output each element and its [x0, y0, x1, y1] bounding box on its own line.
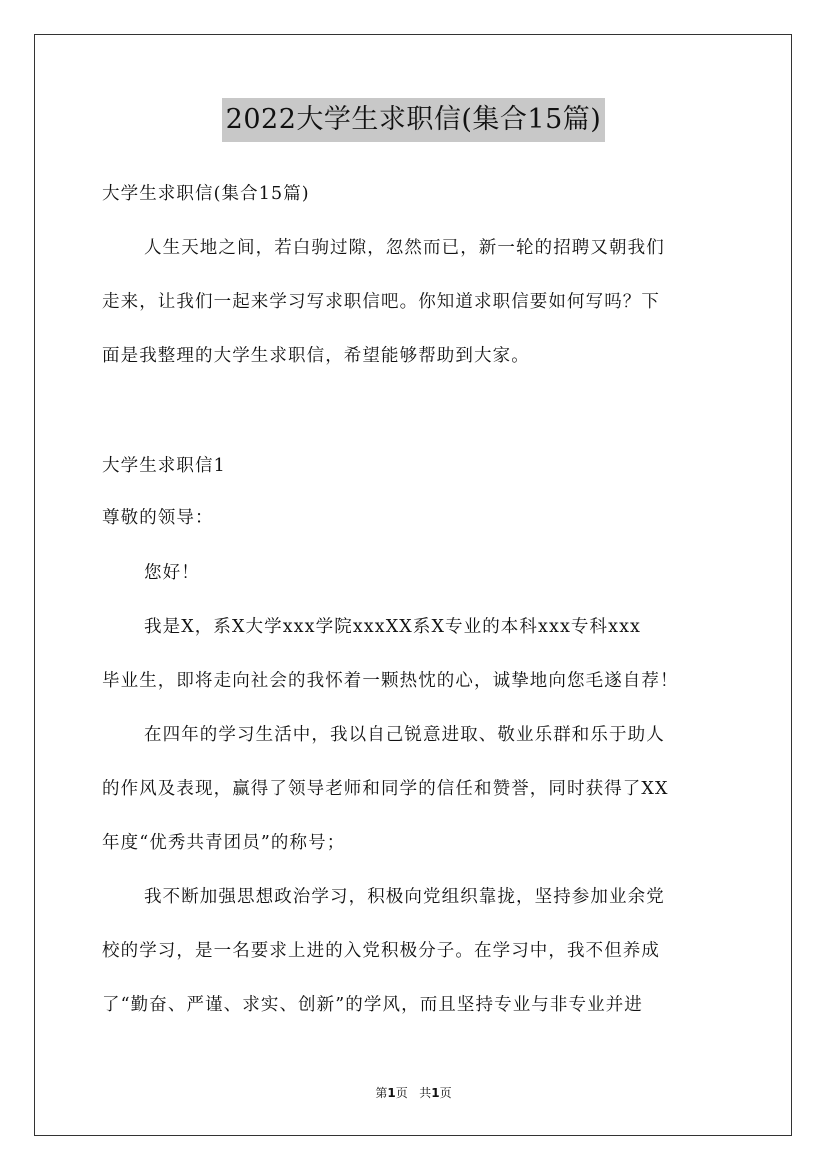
intro-line-3: 面是我整理的大学生求职信，希望能够帮助到大家。 [102, 346, 530, 366]
body-line-1: 我是X，系X大学xxx学院xxxXX系X专业的本科xxx专科xxx [144, 617, 642, 637]
body-line-5: 年度“优秀共青团员”的称号； [102, 833, 346, 853]
title-container [0, 98, 827, 142]
footer-page-number: 1 [387, 1086, 396, 1100]
document-title: 2022大学生求职信(集合15篇) [222, 98, 606, 142]
body-line-3: 在四年的学习生活中，我以自己锐意进取、敬业乐群和乐于助人 [144, 725, 665, 745]
document-subtitle: 大学生求职信(集合15篇) [102, 184, 310, 204]
body-line-8: 了“勤奋、严谨、求实、创新”的学风，而且坚持专业与非专业并进 [102, 995, 643, 1015]
page-footer [0, 1084, 827, 1101]
section-heading: 大学生求职信1 [102, 456, 226, 476]
footer-page-suffix: 页 [395, 1086, 408, 1100]
intro-line-2: 走来，让我们一起来学习写求职信吧。你知道求职信要如何写吗？下 [102, 292, 660, 312]
intro-line-1: 人生天地之间，若白驹过隙，忽然而已，新一轮的招聘又朝我们 [144, 238, 665, 258]
footer-page-prefix: 第 [375, 1086, 388, 1100]
body-line-4: 的作风及表现，赢得了领导老师和同学的信任和赞誉，同时获得了XX [102, 779, 669, 799]
footer-total-prefix: 共 [419, 1086, 432, 1100]
footer-total-suffix: 页 [439, 1086, 452, 1100]
body-line-2: 毕业生，即将走向社会的我怀着一颗热忱的心，诚挚地向您毛遂自荐！ [102, 671, 679, 691]
greeting: 您好！ [144, 563, 200, 583]
body-line-7: 校的学习，是一名要求上进的入党积极分子。在学习中，我不但养成 [102, 941, 660, 961]
footer-total-number: 1 [431, 1086, 440, 1100]
body-line-6: 我不断加强思想政治学习，积极向党组织靠拢，坚持参加业余党 [144, 887, 665, 907]
salutation: 尊敬的领导： [102, 508, 214, 528]
